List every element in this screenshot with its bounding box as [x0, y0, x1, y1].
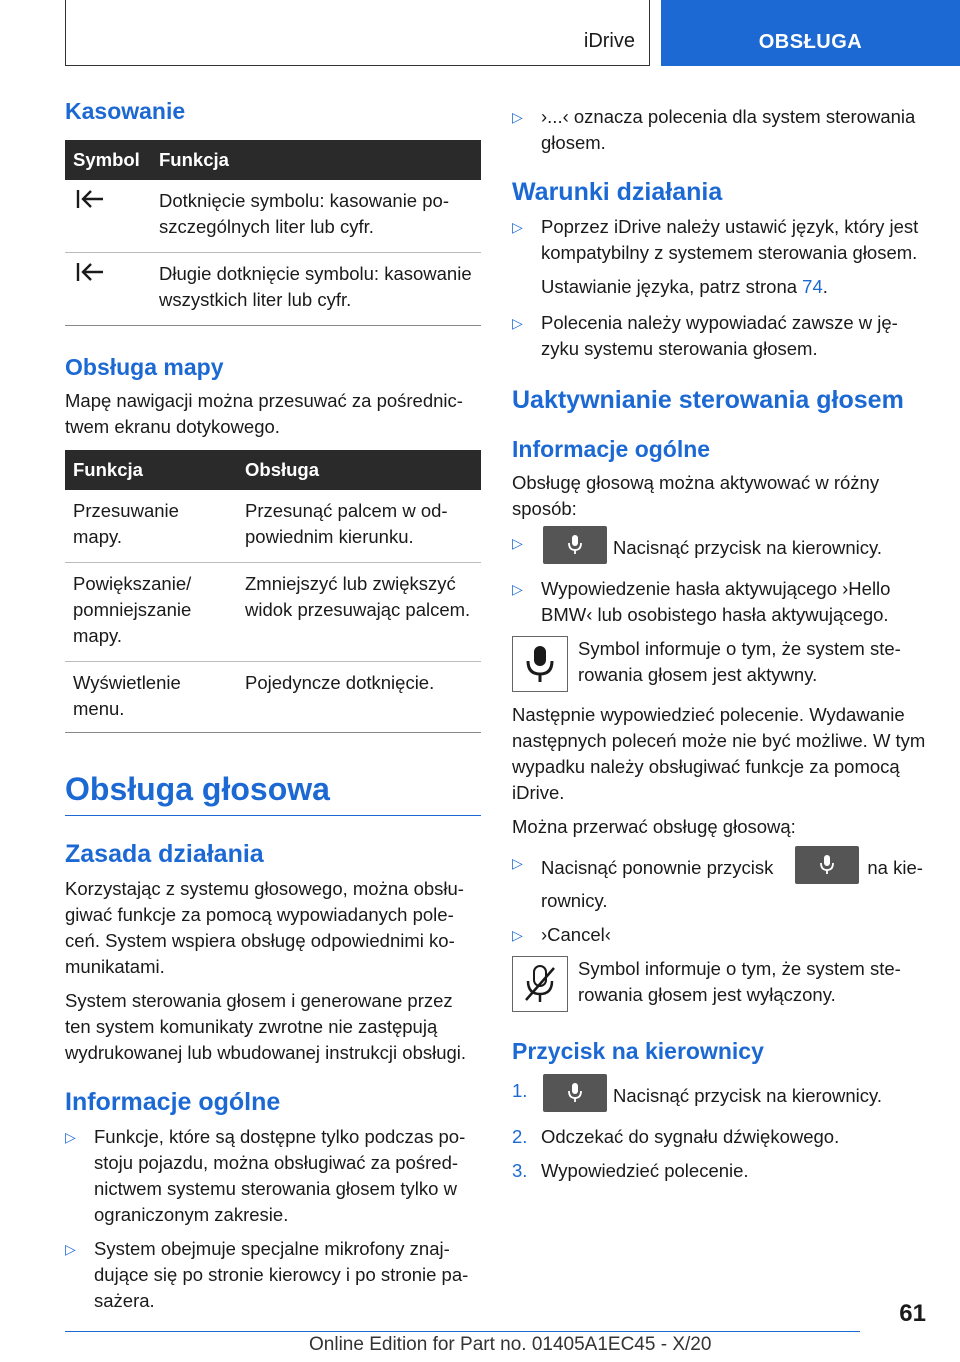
list-item: ▷ ›...‹ oznacza polecenia dla system sterowania głosem.: [512, 106, 916, 153]
footer-edition: Online Edition for Part no. 01405A1EC45 - X/20: [309, 1334, 712, 1355]
list-item: ▷ System obejmuje specjalne mikrofony znajdujące się po stronie kierowcy i po stronie pasażera.: [65, 1238, 469, 1311]
col-obsluga: Obsługa: [237, 450, 481, 490]
zasada-title: Zasada działania: [65, 840, 264, 868]
list-item: 2. Odczekać do sygnału dźwiękowego.: [512, 1126, 840, 1147]
steering-voice-button-icon: [795, 846, 859, 884]
header-section: iDrive: [583, 30, 635, 52]
uakt-info-title: Informacje ogólne: [512, 436, 711, 462]
kasowanie-row-2: Długie dotknięcie symbolu: kasowanie wszystkich liter lub cyfr.: [151, 253, 481, 326]
mapa-funkcja-2: Powiększanie/ pomniejszanie mapy.: [65, 563, 237, 662]
left-column: [65, 96, 481, 1322]
table-row: [65, 180, 481, 253]
right-column: [512, 104, 926, 1192]
zasada-p2: System sterowania głosem i generowane przez ten system komunikaty zwrotne nie zastępują wydrukowanej lub wbudowanej instrukcji obsługi.: [65, 990, 467, 1063]
list-item: ▷ Nacisnąć przycisk na kierownicy.: [512, 530, 926, 568]
zasada-p1: Korzystając z systemu głosowego, można obsługiwać funkcje za pomocą wypowiadanych poleceń. System wspiera obsługę odpowiednimi komunikatami.: [65, 878, 464, 977]
header-frame: [65, 0, 650, 66]
mapa-funkcja-1: Przesuwanie mapy.: [65, 490, 237, 563]
triangle-bullet-icon: ▷: [65, 1241, 76, 1257]
uakt-interrupt: Można przerwać obsługę głosową:: [512, 816, 796, 837]
warunki-title: Warunki działania: [512, 178, 723, 206]
backspace-arrow-icon: [75, 188, 105, 210]
mapa-intro: Mapę nawigacji można przesuwać za pośrednictwem ekranu dotykowego.: [65, 390, 463, 437]
triangle-bullet-icon: ▷: [512, 535, 523, 551]
triangle-bullet-icon: ▷: [512, 109, 523, 125]
microphone-icon: [512, 636, 568, 692]
info-title: Informacje ogólne: [65, 1088, 281, 1116]
mapa-obsluga-1: Przesunąć palcem w odpowiednim kierunku.: [237, 490, 481, 563]
col-funkcja: Funkcja: [65, 450, 237, 490]
triangle-bullet-icon: ▷: [65, 1129, 76, 1145]
backspace-arrow-icon: [75, 261, 105, 283]
col-symbol: Symbol: [65, 140, 151, 180]
glosowa-title: Obsługa głosowa: [65, 769, 481, 816]
mapa-obsluga-2: Zmniejszyć lub zwiększyć widok przesuwając palcem.: [237, 563, 481, 662]
table-row: [65, 253, 481, 326]
uakt-next: Następnie wypowiedzieć polecenie. Wydawanie następnych poleceń może nie być możliwe. W tym wypadku należy obsługiwać funkcje za pomocą iDrive.: [512, 704, 926, 803]
table-row: [65, 563, 481, 662]
mapa-funkcja-3: Wyświetlenie menu.: [65, 662, 237, 733]
off-note: Symbol informuje o tym, że system sterowania głosem jest wyłączony.: [512, 956, 926, 1012]
triangle-bullet-icon: ▷: [512, 927, 523, 943]
list-item: ▷ Poprzez iDrive należy ustawić język, który jest kompatybilny z systemem sterowania głosem.: [512, 216, 919, 263]
list-item: ▷ ›Cancel‹: [512, 922, 926, 948]
page-number: 61: [899, 1300, 926, 1327]
list-item: 1. Nacisnąć przycisk na kierownicy.: [512, 1078, 926, 1116]
uakt-intro: Obsługę głosową można aktywować w różny sposób:: [512, 472, 880, 519]
warunki-sub: Ustawianie języka, patrz strona 74.: [541, 276, 828, 297]
microphone-off-icon: [512, 956, 568, 1012]
col-funkcja: Funkcja: [151, 140, 481, 180]
triangle-bullet-icon: ▷: [512, 581, 523, 597]
kasowanie-table: [65, 140, 481, 326]
list-item: ▷ Funkcje, które są dostępne tylko podczas postoju pojazdu, można obsługiwać za pośrednictwem systemu sterowania głosem tylko w ograniczonym zakresie.: [65, 1126, 466, 1225]
kasowanie-row-1: Dotknięcie symbolu: kasowanie poszczególnych liter lub cyfr.: [151, 180, 481, 253]
list-item: ▷ Polecenia należy wypowiadać zawsze w języku systemu sterowania głosem.: [512, 312, 898, 359]
triangle-bullet-icon: ▷: [512, 855, 523, 871]
mapa-table: [65, 450, 481, 733]
footer-divider: [65, 1331, 860, 1332]
mapa-obsluga-3: Pojedyncze dotknięcie.: [237, 662, 481, 733]
uaktywnianie-title: Uaktywnianie sterowania głosem: [512, 386, 904, 414]
list-item: 3. Wypowiedzieć polecenie.: [512, 1160, 749, 1181]
kasowanie-title: Kasowanie: [65, 98, 186, 124]
page-link[interactable]: 74: [802, 276, 823, 297]
header-tab: OBSŁUGA: [661, 0, 960, 66]
table-row: [65, 490, 481, 563]
steering-voice-button-icon: [543, 526, 607, 564]
triangle-bullet-icon: ▷: [512, 219, 523, 235]
steering-voice-button-icon: [543, 1074, 607, 1112]
triangle-bullet-icon: ▷: [512, 315, 523, 331]
active-note: Symbol informuje o tym, że system sterowania głosem jest aktywny.: [512, 636, 926, 692]
mapa-title: Obsługa mapy: [65, 354, 224, 380]
table-row: [65, 662, 481, 733]
list-item: ▷ Nacisnąć ponownie przycisk na kierownicy.: [512, 850, 926, 914]
list-item: ▷ Wypowiedzenie hasła aktywującego ›Hello BMW‹ lub osobistego hasła aktywującego.: [512, 578, 891, 625]
przycisk-title: Przycisk na kierownicy: [512, 1038, 764, 1064]
